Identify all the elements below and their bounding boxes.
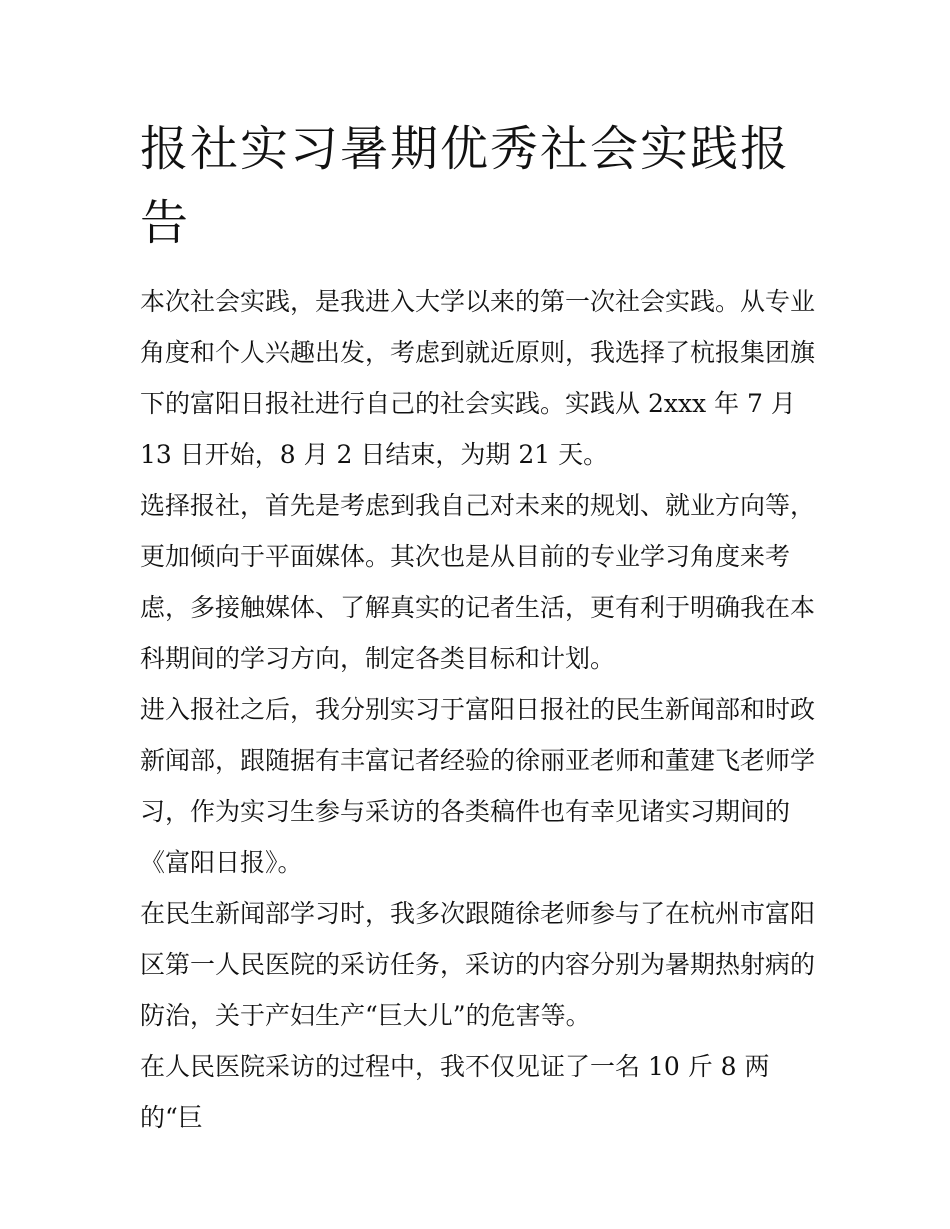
- paragraph-reason: 选择报社，首先是考虑到我自己对未来的规划、就业方向等，更加倾向于平面媒体。其次也是从目前的专业学习角度来考虑，多接触媒体、了解真实的记者生活，更有利于明确我在本科期间的学习方向，制定各类目标和计划。: [140, 491, 816, 673]
- document-title: 报社实习暑期优秀社会实践报告: [140, 121, 791, 251]
- paragraph-hospital-process: 在人民医院采访的过程中，我不仅见证了一名 10 斤 8 两的“巨: [140, 1052, 770, 1132]
- paragraph-intro: 本次社会实践，是我进入大学以来的第一次社会实践。从专业角度和个人兴趣出发，考虑到就近原则，我选择了杭报集团旗下的富阳日报社进行自己的社会实践。实践从 2xxx 年 7 月 13 日开始，8 月 2 日结束，为期 21 天。: [140, 287, 816, 469]
- document-body: [140, 276, 816, 1143]
- paragraph-departments: 进入报社之后，我分别实习于富阳日报社的民生新闻部和时政新闻部，跟随据有丰富记者经验的徐丽亚老师和董建飞老师学习，作为实习生参与采访的各类稿件也有幸见诸实习期间的《富阳日报》。: [140, 695, 816, 877]
- paragraph-hospital-interviews: 在民生新闻部学习时，我多次跟随徐老师参与了在杭州市富阳区第一人民医院的采访任务，采访的内容分别为暑期热射病的防治，关于产妇生产“巨大儿”的危害等。: [140, 899, 816, 1030]
